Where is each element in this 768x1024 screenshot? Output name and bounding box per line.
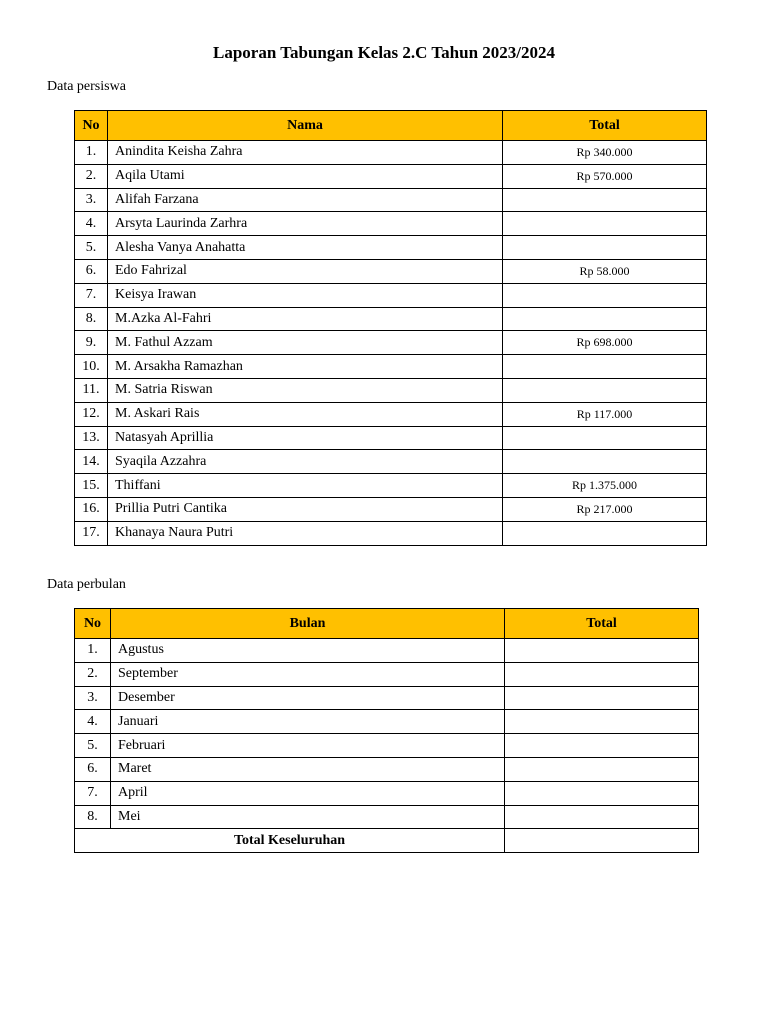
student-name: Alifah Farzana bbox=[108, 188, 503, 212]
row-number: 17. bbox=[75, 521, 108, 545]
table-row bbox=[75, 164, 707, 188]
row-number: 3. bbox=[75, 188, 108, 212]
student-total bbox=[503, 426, 707, 450]
month-total bbox=[505, 639, 699, 663]
student-total bbox=[503, 188, 707, 212]
student-name: M. Fathul Azzam bbox=[108, 331, 503, 355]
row-number: 12. bbox=[75, 402, 108, 426]
student-name: M.Azka Al-Fahri bbox=[108, 307, 503, 331]
table-row bbox=[75, 521, 707, 545]
header-name: Nama bbox=[108, 111, 503, 141]
row-number: 5. bbox=[75, 734, 111, 758]
month-total bbox=[505, 757, 699, 781]
student-total bbox=[503, 236, 707, 260]
row-number: 6. bbox=[75, 259, 108, 283]
table-row bbox=[75, 450, 707, 474]
table-row bbox=[75, 141, 707, 165]
row-number: 6. bbox=[75, 757, 111, 781]
row-number: 4. bbox=[75, 212, 108, 236]
month-total bbox=[505, 734, 699, 758]
month-name: April bbox=[111, 781, 505, 805]
student-total: Rp 698.000 bbox=[503, 331, 707, 355]
student-name: M. Arsakha Ramazhan bbox=[108, 355, 503, 379]
row-number: 13. bbox=[75, 426, 108, 450]
table-row bbox=[75, 236, 707, 260]
row-number: 4. bbox=[75, 710, 111, 734]
row-number: 15. bbox=[75, 474, 108, 498]
month-name: Januari bbox=[111, 710, 505, 734]
table-row bbox=[75, 331, 707, 355]
table-row bbox=[75, 639, 699, 663]
student-name: Edo Fahrizal bbox=[108, 259, 503, 283]
table-row bbox=[75, 188, 707, 212]
table-row bbox=[75, 426, 707, 450]
student-name: Natasyah Aprillia bbox=[108, 426, 503, 450]
section-label-perbulan: Data perbulan bbox=[47, 577, 126, 592]
row-number: 1. bbox=[75, 141, 108, 165]
student-name: M. Askari Rais bbox=[108, 402, 503, 426]
student-total: Rp 1.375.000 bbox=[503, 474, 707, 498]
month-total bbox=[505, 662, 699, 686]
student-total: Rp 340.000 bbox=[503, 141, 707, 165]
month-name: Desember bbox=[111, 686, 505, 710]
table-header-row bbox=[75, 609, 699, 639]
row-number: 1. bbox=[75, 639, 111, 663]
student-name: Alesha Vanya Anahatta bbox=[108, 236, 503, 260]
month-total bbox=[505, 686, 699, 710]
month-total bbox=[505, 710, 699, 734]
row-number: 10. bbox=[75, 355, 108, 379]
student-name: Keisya Irawan bbox=[108, 283, 503, 307]
month-total bbox=[505, 805, 699, 829]
table-row bbox=[75, 734, 699, 758]
student-total bbox=[503, 378, 707, 402]
grand-total-label: Total Keseluruhan bbox=[75, 829, 505, 853]
row-number: 8. bbox=[75, 805, 111, 829]
student-name: Khanaya Naura Putri bbox=[108, 521, 503, 545]
row-number: 14. bbox=[75, 450, 108, 474]
student-name: Prillia Putri Cantika bbox=[108, 497, 503, 521]
row-number: 2. bbox=[75, 164, 108, 188]
grand-total-row bbox=[75, 829, 699, 853]
row-number: 9. bbox=[75, 331, 108, 355]
table-row bbox=[75, 497, 707, 521]
student-total bbox=[503, 212, 707, 236]
student-name: Aqila Utami bbox=[108, 164, 503, 188]
table-row bbox=[75, 781, 699, 805]
student-name: Arsyta Laurinda Zarhra bbox=[108, 212, 503, 236]
student-total bbox=[503, 450, 707, 474]
row-number: 8. bbox=[75, 307, 108, 331]
table-row bbox=[75, 283, 707, 307]
table-row bbox=[75, 757, 699, 781]
section-label-persiswa: Data persiswa bbox=[47, 79, 126, 94]
table-row bbox=[75, 307, 707, 331]
row-number: 2. bbox=[75, 662, 111, 686]
row-number: 7. bbox=[75, 781, 111, 805]
student-name: Thiffani bbox=[108, 474, 503, 498]
header-month: Bulan bbox=[111, 609, 505, 639]
header-total: Total bbox=[503, 111, 707, 141]
student-total bbox=[503, 521, 707, 545]
table-row bbox=[75, 710, 699, 734]
header-no: No bbox=[75, 609, 111, 639]
table-row bbox=[75, 805, 699, 829]
student-total bbox=[503, 307, 707, 331]
student-total: Rp 570.000 bbox=[503, 164, 707, 188]
month-name: Agustus bbox=[111, 639, 505, 663]
header-total: Total bbox=[505, 609, 699, 639]
row-number: 3. bbox=[75, 686, 111, 710]
table-header-row bbox=[75, 111, 707, 141]
table-row bbox=[75, 474, 707, 498]
month-total bbox=[505, 781, 699, 805]
student-total bbox=[503, 283, 707, 307]
month-name: September bbox=[111, 662, 505, 686]
table-row bbox=[75, 662, 699, 686]
month-name: Maret bbox=[111, 757, 505, 781]
table-row bbox=[75, 686, 699, 710]
student-name: Anindita Keisha Zahra bbox=[108, 141, 503, 165]
table-row bbox=[75, 355, 707, 379]
table-row bbox=[75, 212, 707, 236]
page-title: Laporan Tabungan Kelas 2.C Tahun 2023/2024 bbox=[212, 43, 556, 62]
row-number: 11. bbox=[75, 378, 108, 402]
student-savings-table bbox=[74, 110, 707, 546]
header-no: No bbox=[75, 111, 108, 141]
student-total: Rp 58.000 bbox=[503, 259, 707, 283]
month-name: Mei bbox=[111, 805, 505, 829]
table-row bbox=[75, 378, 707, 402]
grand-total-value bbox=[505, 829, 699, 853]
student-total bbox=[503, 355, 707, 379]
month-name: Februari bbox=[111, 734, 505, 758]
student-name: Syaqila Azzahra bbox=[108, 450, 503, 474]
monthly-savings-table bbox=[74, 608, 699, 853]
row-number: 7. bbox=[75, 283, 108, 307]
row-number: 5. bbox=[75, 236, 108, 260]
student-name: M. Satria Riswan bbox=[108, 378, 503, 402]
row-number: 16. bbox=[75, 497, 108, 521]
student-total: Rp 117.000 bbox=[503, 402, 707, 426]
table-row bbox=[75, 402, 707, 426]
student-total: Rp 217.000 bbox=[503, 497, 707, 521]
table-row bbox=[75, 259, 707, 283]
